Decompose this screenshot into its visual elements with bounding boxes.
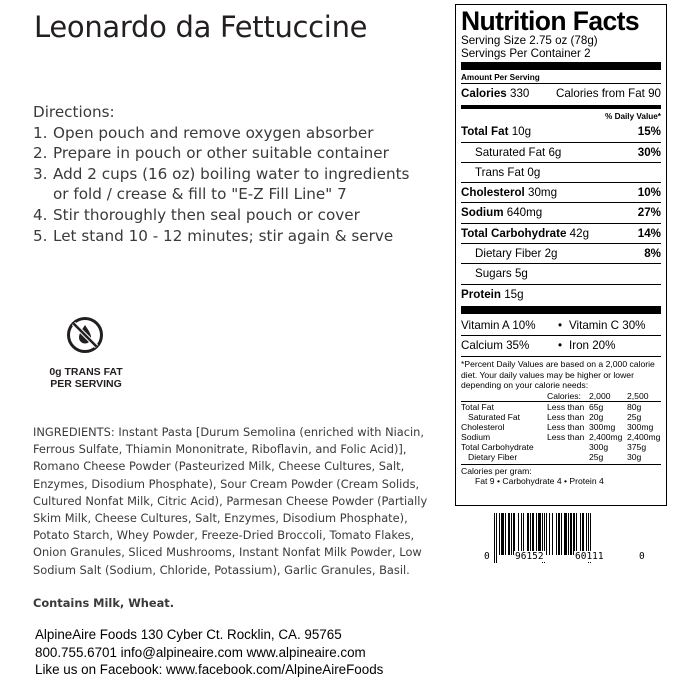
direction-step-3 [33,164,409,185]
step-text: Prepare in pouch or other suitable container [53,144,389,163]
nutrient-value: 42g [569,226,590,240]
barcode-bar [527,513,529,555]
barcode-bar [573,513,575,555]
dv-table-cell: Sodium [461,431,491,442]
nutrient-value: 15g [504,287,524,301]
dv-table-header [461,391,661,402]
divider-thick [461,62,661,70]
barcode-bar [536,513,537,555]
barcode-digit-right: 0 [639,551,645,562]
dv-table-cell: 300mg [627,421,654,432]
barcode-bar [546,513,547,555]
no-trans-fat-icon [66,316,104,354]
step-text: Open pouch and remove oxygen absorber [53,123,374,142]
nutrient-row [461,162,661,182]
nutrient-value: 640mg [506,206,543,220]
nutrient-row [461,202,661,222]
nutrient-daily-value: 27% [637,206,661,220]
nutrient-value: 5g [514,267,528,281]
nutrient-label: Dietary Fiber [475,247,542,261]
servings-per-container: Servings Per Container 2 [461,46,591,60]
nutrient-value: 0g [527,165,541,179]
dv-table-cell: 30g [627,451,642,462]
direction-step-3-cont [33,184,409,205]
barcode-bar [556,513,557,555]
dv-table-cell: Saturated Fat [468,411,521,422]
nutrient-label: Saturated Fat [475,145,546,159]
dv-table-cell: 25g [627,411,642,422]
barcode-bar [513,513,515,555]
nutrient-row [461,223,661,243]
dv-table-cell: Cholesterol [461,421,505,432]
barcode-bar [561,513,562,555]
ingredients-text: INGREDIENTS: Instant Pasta [Durum Semolina (enriched with Niacin, Ferrous Sulfate, Thiamin Mononitrate, Riboflavin, and Folic Acid)], Romano Cheese Powder (Pasteurized Milk, Cheese Cultures, Salt, Enzymes, Disodium Phosphate), Sour Cream Powder (Cream Solids, Cultured Nonfat Milk, Citric Acid), Parmesan Cheese Powder (Partially Skim Milk, Cheese Cultures, Salt, Enzymes, Disodium Phosphate), Potato Starch, Whey Powder, Freeze-Dried Broccoli, Tomato Flakes, Onion Granules, Sliced Mushrooms, Instant Nonfat Milk Powder, Low Sodium Salt (Sodium, Chloride, Potassium), Garlic Granules, Basil. [33,425,428,577]
barcode-bar [501,513,504,555]
dv-table-cell: Calories: [547,390,581,401]
badge-line-2: PER SERVING [50,378,122,390]
dv-table-row [461,432,661,442]
barcode-bar [564,513,567,555]
vitamin-right: Iron 20% [569,339,616,353]
barcode-bar [494,513,495,563]
contact-address: AlpineAire Foods 130 Cyber Ct. Rocklin, CA. 95765 [35,627,342,642]
barcode-bar [521,513,522,555]
trans-fat-badge [40,366,132,390]
dv-table-cell [547,452,589,462]
vitamin-row [461,335,661,356]
calories-per-gram: Fat 9 • Carbohydrate 4 • Protein 4 [475,476,604,487]
nutrient-row [461,263,661,283]
nutrient-row [461,284,661,304]
vitamin-left: Vitamin A 10% [461,318,536,332]
nutrient-label: Sugars [475,267,512,281]
contact-facebook: Like us on Facebook: www.facebook.com/AlpineAireFoods [35,662,384,677]
nutrient-daily-value: 10% [637,186,661,200]
dv-table-row [461,442,661,452]
step-text: or fold / crease & fill to "E-Z Fill Line" 7 [53,185,347,204]
nutrient-row [461,182,661,202]
nutrient-row [461,142,661,162]
step-number: 5. [33,226,48,245]
barcode-bar [505,513,506,555]
dv-table-cell: 300g [589,441,609,452]
nutrient-daily-value: 14% [637,226,661,240]
step-number: 4. [33,205,48,224]
vitamin-row [461,316,661,336]
bullet-icon: • [557,318,563,332]
direction-step-4 [33,205,409,226]
contact-info [35,626,383,679]
nutrient-label: Sodium [461,206,504,220]
dv-table-cell: 80g [627,401,642,412]
nutrient-daily-value: 30% [637,145,661,159]
dv-table-cell: Less than [547,401,585,412]
nutrient-rows [461,122,661,304]
calories-label: Calories [461,87,507,100]
amount-per-serving: Amount Per Serving [461,73,540,82]
bullet-icon: • [557,339,563,353]
barcode-bar [496,513,497,563]
dv-table-row [461,401,661,412]
dv-table-cell: Less than [547,411,585,422]
calories-value: 330 [510,87,530,100]
barcode-group-1: 96152 [515,551,544,562]
nutrient-label: Cholesterol [461,186,525,200]
vitamin-right: Vitamin C 30% [569,318,646,332]
barcode-group-2: 60111 [575,551,604,562]
dv-table-cell: 20g [589,411,604,422]
step-number: 3. [33,164,48,183]
barcode-bar [586,513,587,555]
contact-phone-email-web: 800.755.6701 info@alpineaire.com www.alpineaire.com [35,644,366,660]
dv-table-cell: 2,500 [627,390,649,401]
dv-table-row [461,452,661,462]
step-number: 1. [33,123,48,142]
nutrition-facts-panel [455,4,667,506]
barcode-bar [511,513,512,555]
dv-footnote: *Percent Daily Values are based on a 2,000 calorie diet. Your daily values may be higher or lower depending on your calorie needs: [461,358,655,391]
nutrient-label: Total Fat [461,125,509,139]
barcode-bar [580,513,581,555]
step-text: Let stand 10 - 12 minutes; stir again & serve [53,226,394,245]
barcode-bar [570,513,572,555]
directions-steps [33,123,409,247]
nutrient-daily-value: 15% [637,125,661,139]
nutrient-label: Protein [461,287,501,301]
nutrient-row [461,243,661,263]
divider-medium [461,105,661,109]
barcode-bar [558,513,560,555]
barcode-bar [499,513,500,555]
divider-thick-2 [461,306,661,314]
dv-table-cell: 25g [589,451,604,462]
dv-table-cell: Total Fat [461,401,494,412]
direction-step-2 [33,143,409,164]
serving-size: Serving Size 2.75 oz (78g) [461,34,598,47]
step-text: Stir thoroughly then seal pouch or cover [53,205,360,224]
dv-table-row [461,422,661,432]
badge-line-1: 0g TRANS FAT [49,366,123,378]
step-text: Add 2 cups (16 oz) boiling water to ingredients [53,164,410,183]
dv-table-cell: Less than [547,431,585,442]
allergen-statement: Contains Milk, Wheat. [33,596,175,610]
dv-table-cell: Less than [547,421,585,432]
barcode-bar [538,513,541,555]
dv-table-cell: Total Carbohydrate [461,441,534,452]
barcode-bar [549,513,550,555]
directions-heading: Directions: [33,103,115,121]
dv-table-cell: 2,400mg [627,431,661,442]
dv-table-cell: Dietary Fiber [468,451,518,462]
dv-table-cell: 65g [589,401,604,412]
calories-per-gram-label: Calories per gram: [461,465,532,476]
product-title: Leonardo da Fettuccine [34,10,368,44]
barcode-bar [568,513,569,555]
step-number: 2. [33,144,48,163]
barcode-bar [552,513,553,555]
nutrient-value: 30mg [528,186,558,200]
nutrition-title: Nutrition Facts [461,6,639,36]
barcode-bar [582,513,584,555]
direction-step-5 [33,226,409,247]
nutrient-label: Total Carbohydrate [461,226,567,240]
dv-table-cell: 2,400mg [589,431,623,442]
barcode-bar [518,513,519,555]
calories-from-fat: Calories from Fat 90 [555,87,661,100]
calories-row [461,83,661,103]
dv-table [461,391,661,462]
barcode-bar [532,513,534,555]
nutrient-value: 6g [548,145,562,159]
dv-table-cell: 300mg [589,421,616,432]
nutrient-label: Trans Fat [475,165,525,179]
direction-step-1 [33,123,409,144]
barcode-bar [530,513,531,555]
nutrient-row [461,122,661,141]
dv-table-cell: 2,000 [589,390,611,401]
barcode-bar [576,513,577,555]
barcode-digit-left: 0 [484,551,490,562]
nutrient-value: 2g [544,247,558,261]
vitamin-rows [461,316,661,356]
dv-table-cell: 375g [627,441,647,452]
barcode-bar [523,513,524,555]
vitamin-left: Calcium 35% [461,339,530,353]
barcode-bar [508,513,510,555]
nutrient-daily-value: 8% [644,247,661,261]
nutrient-value: 10g [511,125,532,139]
dv-table-cell [547,442,589,452]
directions-block [33,102,409,246]
dv-table-cell [461,391,547,402]
daily-value-header: % Daily Value* [605,112,661,122]
dv-table-row [461,412,661,422]
